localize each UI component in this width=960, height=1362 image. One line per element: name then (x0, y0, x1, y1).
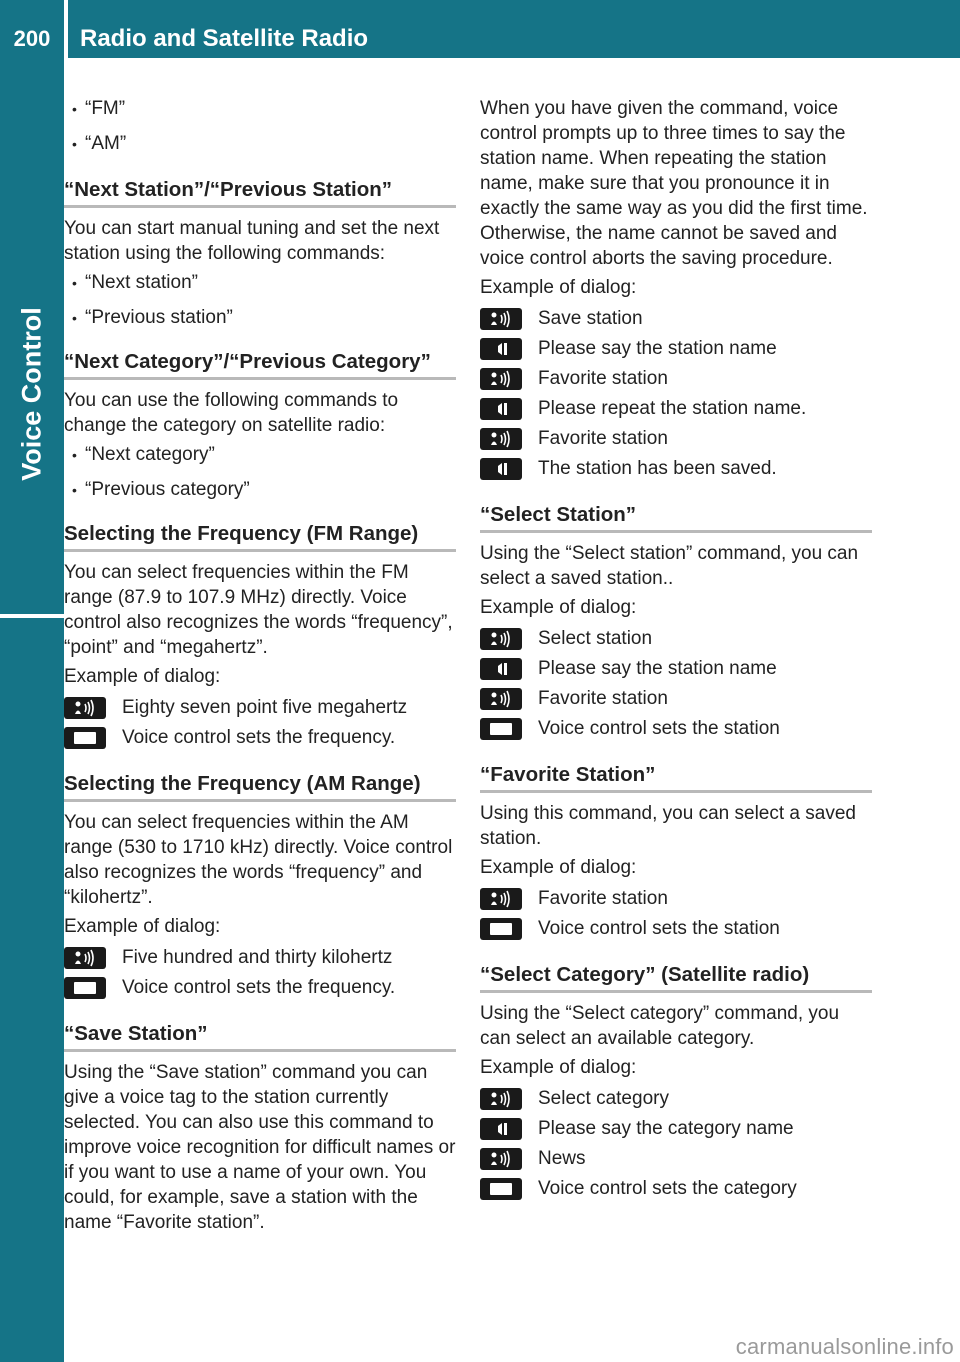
mouth-speaking-icon (480, 628, 522, 650)
mouth-speaking-icon (64, 697, 106, 719)
dialog-list (480, 884, 872, 944)
mouth-speaking-icon (480, 428, 522, 450)
section-heading: “Next Category”/“Previous Category” (64, 349, 456, 380)
speaker-icon (480, 338, 522, 360)
display-icon (64, 977, 106, 999)
dialog-row (480, 654, 872, 684)
paragraph: When you have given the command, voice control prompts up to three times to say the station name. When repeating the station name, make sure that you pronounce it in exactly the same way as you did the first time. Otherwise, the name cannot be saved and voice control aborts the saving procedure. (480, 98, 868, 269)
dialog-list (480, 624, 872, 744)
paragraph: You can start manual tuning and set the next station using the following commands: (64, 218, 440, 264)
example-label: Example of dialog: (480, 1057, 637, 1078)
dialog-text: Voice control sets the station (538, 718, 780, 739)
dialog-text: Select category (538, 1088, 669, 1109)
paragraph: You can use the following commands to change the category on satellite radio: (64, 390, 399, 436)
example-label: Example of dialog: (64, 666, 221, 687)
dialog-text: Please say the station name (538, 338, 777, 359)
right-column (480, 96, 872, 1204)
dialog-row (480, 334, 872, 364)
dialog-row (480, 684, 872, 714)
dialog-text: The station has been saved. (538, 458, 777, 479)
dialog-row: Five hundred and thirty kilohertz (64, 943, 456, 973)
list-item: • “AM” (72, 133, 127, 154)
dialog-text: Please repeat the station name. (538, 398, 807, 419)
display-icon (480, 718, 522, 740)
mouth-speaking-icon (480, 1088, 522, 1110)
dialog-row (480, 1174, 872, 1204)
paragraph: You can select frequencies within the FM range (87.9 to 107.9 MHz) directly. Voice control also recognizes the words “frequency”, “point” and “megahertz”. (64, 562, 453, 658)
display-icon (480, 1178, 522, 1200)
dialog-row (480, 1084, 872, 1114)
dialog-row (480, 914, 872, 944)
dialog-text: Save station (538, 308, 643, 329)
paragraph: Using the “Select station” command, you can select a saved station.. (480, 543, 859, 589)
mouth-speaking-icon (480, 368, 522, 390)
dialog-row: Voice control sets the frequency. (64, 973, 456, 1003)
section-heading: “Save Station” (64, 1021, 456, 1052)
dialog-list (480, 304, 872, 484)
dialog-row (480, 304, 872, 334)
section-heading: “Favorite Station” (480, 762, 872, 793)
dialog-text: Voice control sets the category (538, 1178, 797, 1199)
dialog-text: News (538, 1148, 586, 1169)
dialog-text: Select station (538, 628, 653, 649)
section-tab-label: Voice Control (16, 307, 47, 481)
section-heading: “Select Station” (480, 502, 872, 533)
mouth-speaking-icon (480, 688, 522, 710)
dialog-row: Eighty seven point five megahertz (64, 693, 456, 723)
dialog-text: Please say the category name (538, 1118, 794, 1139)
dialog-row (480, 1144, 872, 1174)
dialog-text: Favorite station (538, 688, 668, 709)
paragraph: You can select frequencies within the AM range (530 to 1710 kHz) directly. Voice control also recognizes the words “frequency” and “kilohertz”. (64, 812, 453, 908)
dialog-text: Favorite station (538, 368, 668, 389)
section-tab (0, 58, 64, 614)
list-item: • “FM” (72, 98, 126, 119)
page-number: 200 (13, 26, 51, 51)
example-label: Example of dialog: (480, 857, 637, 878)
speaker-icon (480, 398, 522, 420)
dialog-row (480, 1114, 872, 1144)
section-heading: Selecting the Frequency (AM Range) (64, 771, 456, 802)
page-title: Radio and Satellite Radio (80, 25, 369, 52)
dialog-row (480, 394, 872, 424)
dialog-row (480, 714, 872, 744)
paragraph: Using the “Save station” command you can give a voice tag to the station currently selected. You can also use this command to improve voice recognition for difficult names or if you want to use a name of your own. You could, for example, save a station with the name “Favorite station”. (64, 1062, 456, 1233)
mouth-speaking-icon (480, 1148, 522, 1170)
section-heading: “Next Station”/“Previous Station” (64, 177, 456, 208)
display-icon (64, 727, 106, 749)
list-item: • “Next station” (72, 272, 198, 293)
left-column (64, 96, 456, 1239)
sidebar-strip (0, 618, 64, 1362)
display-icon (480, 918, 522, 940)
dialog-row (480, 884, 872, 914)
speaker-icon (480, 658, 522, 680)
dialog-list (480, 1084, 872, 1204)
dialog-text: Favorite station (538, 428, 668, 449)
example-label: Example of dialog: (64, 916, 221, 937)
example-label: Example of dialog: (480, 597, 637, 618)
dialog-row (480, 624, 872, 654)
speaker-icon (480, 1118, 522, 1140)
section-heading: Selecting the Frequency (FM Range) (64, 521, 456, 552)
dialog-text: Voice control sets the station (538, 918, 780, 939)
paragraph: Using this command, you can select a saved station. (480, 803, 856, 849)
dialog-row (480, 364, 872, 394)
dialog-row (480, 424, 872, 454)
speaker-icon (480, 458, 522, 480)
dialog-text: Please say the station name (538, 658, 777, 679)
header-divider (64, 0, 68, 58)
watermark: carmanualsonline.info (735, 1334, 954, 1359)
dialog-text: Favorite station (538, 888, 668, 909)
list-item: • “Previous station” (72, 307, 233, 328)
mouth-speaking-icon (480, 308, 522, 330)
list-item: • “Next category” (72, 444, 215, 465)
mouth-speaking-icon (64, 947, 106, 969)
dialog-row: Voice control sets the frequency. (64, 723, 456, 753)
section-heading: “Select Category” (Satellite radio) (480, 962, 872, 993)
paragraph: Using the “Select category” command, you can select an available category. (480, 1003, 840, 1049)
dialog-row (480, 454, 872, 484)
example-label: Example of dialog: (480, 277, 637, 298)
page-header (0, 0, 960, 58)
list-item: • “Previous category” (72, 479, 250, 500)
mouth-speaking-icon (480, 888, 522, 910)
